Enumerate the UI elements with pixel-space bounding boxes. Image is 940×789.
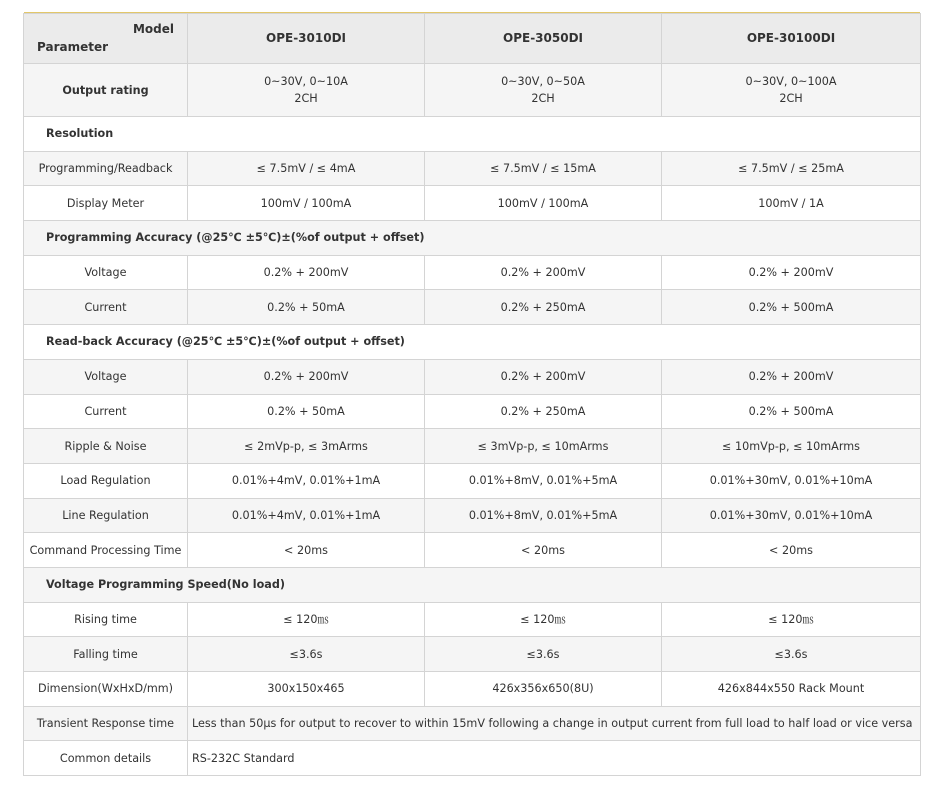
cell-value: ≤ 7.5mV / ≤ 4mA xyxy=(188,151,425,186)
cell-value: ≤ 120㎳ xyxy=(662,602,921,637)
row-label: Voltage xyxy=(24,359,188,394)
cell-value: ≤ 2mVp-p, ≤ 3mArms xyxy=(188,429,425,464)
row-label: Load Regulation xyxy=(24,463,188,498)
cell-value: 0.2% + 250mA xyxy=(425,290,662,325)
cell-value: 0.01%+30mV, 0.01%+10mA xyxy=(662,463,921,498)
cell-value: 0~30V, 0~10A 2CH xyxy=(188,64,425,117)
cell-value: ≤3.6s xyxy=(662,637,921,672)
cell-value: 0.01%+8mV, 0.01%+5mA xyxy=(425,463,662,498)
cell-value: 0.01%+30mV, 0.01%+10mA xyxy=(662,498,921,533)
row-label: Line Regulation xyxy=(24,498,188,533)
cell-value: 0.01%+4mV, 0.01%+1mA xyxy=(188,463,425,498)
cell-value: ≤ 10mVp-p, ≤ 10mArms xyxy=(662,429,921,464)
cell-value: 0.2% + 200mV xyxy=(188,255,425,290)
cell-value: 0.2% + 250mA xyxy=(425,394,662,429)
row-label: Rising time xyxy=(24,602,188,637)
table-row xyxy=(24,255,921,290)
cell-value: ≤ 120㎳ xyxy=(188,602,425,637)
table-row xyxy=(24,186,921,221)
parameter-heading: Parameter xyxy=(37,40,109,54)
row-label: Current xyxy=(24,290,188,325)
cell-value: 0.2% + 500mA xyxy=(662,290,921,325)
cell-value: < 20ms xyxy=(425,533,662,568)
section-title: Programming Accuracy (@25℃ ±5℃)±(%of output + offset) xyxy=(24,221,921,256)
row-label: Voltage xyxy=(24,255,188,290)
cell-value: 100mV / 1A xyxy=(662,186,921,221)
table-row xyxy=(24,64,921,117)
row-label: Falling time xyxy=(24,637,188,672)
row-label: Common details xyxy=(24,741,188,776)
row-label: Output rating xyxy=(24,64,188,117)
cell-value: 0~30V, 0~100A 2CH xyxy=(662,64,921,117)
cell-value: 300x150x465 xyxy=(188,672,425,707)
row-label: Programming/Readback xyxy=(24,151,188,186)
cell-value: 0.2% + 50mA xyxy=(188,394,425,429)
header-row xyxy=(24,14,921,64)
spec-table xyxy=(23,13,921,776)
row-label: Ripple & Noise xyxy=(24,429,188,464)
table-row xyxy=(24,706,921,741)
cell-value: < 20ms xyxy=(188,533,425,568)
section-row xyxy=(24,325,921,360)
model-name: OPE-3010DI xyxy=(188,14,425,64)
row-label: Command Processing Time xyxy=(24,533,188,568)
corner-cell xyxy=(24,14,188,64)
cell-value: ≤3.6s xyxy=(188,637,425,672)
section-title: Read-back Accuracy (@25℃ ±5℃)±(%of output + offset) xyxy=(24,325,921,360)
table-row xyxy=(24,602,921,637)
cell-value: 426x844x550 Rack Mount xyxy=(662,672,921,707)
cell-value: ≤ 3mVp-p, ≤ 10mArms xyxy=(425,429,662,464)
cell-value: ≤ 120㎳ xyxy=(425,602,662,637)
table-row xyxy=(24,394,921,429)
table-row xyxy=(24,533,921,568)
table-row xyxy=(24,359,921,394)
cell-value: 0.2% + 200mV xyxy=(425,255,662,290)
cell-value: 0.2% + 50mA xyxy=(188,290,425,325)
table-row xyxy=(24,290,921,325)
section-row xyxy=(24,221,921,256)
section-row xyxy=(24,567,921,602)
table-row xyxy=(24,637,921,672)
row-label: Dimension(WxHxD/mm) xyxy=(24,672,188,707)
table-row xyxy=(24,672,921,707)
row-label: Display Meter xyxy=(24,186,188,221)
cell-value: ≤3.6s xyxy=(425,637,662,672)
section-title: Voltage Programming Speed(No load) xyxy=(24,567,921,602)
cell-value: 0.2% + 500mA xyxy=(662,394,921,429)
table-row xyxy=(24,498,921,533)
table-row xyxy=(24,151,921,186)
cell-value: 426x356x650(8U) xyxy=(425,672,662,707)
cell-value: 0.2% + 200mV xyxy=(425,359,662,394)
table-row xyxy=(24,463,921,498)
cell-value: 0.01%+4mV, 0.01%+1mA xyxy=(188,498,425,533)
model-heading: Model xyxy=(132,22,174,36)
table-row xyxy=(24,429,921,464)
cell-value: 100mV / 100mA xyxy=(425,186,662,221)
row-label: Transient Response time xyxy=(24,706,188,741)
model-name: OPE-30100DI xyxy=(662,14,921,64)
cell-value: ≤ 7.5mV / ≤ 15mA xyxy=(425,151,662,186)
section-title: Resolution xyxy=(24,117,921,152)
model-name: OPE-3050DI xyxy=(425,14,662,64)
cell-value: RS-232C Standard xyxy=(188,741,921,776)
cell-value: 0.2% + 200mV xyxy=(662,255,921,290)
cell-value: 0.01%+8mV, 0.01%+5mA xyxy=(425,498,662,533)
cell-value: 0~30V, 0~50A 2CH xyxy=(425,64,662,117)
cell-value: < 20ms xyxy=(662,533,921,568)
cell-value: ≤ 7.5mV / ≤ 25mA xyxy=(662,151,921,186)
cell-value: Less than 50μs for output to recover to within 15mV following a change in output current from full load to half load or vice versa xyxy=(188,706,921,741)
cell-value: 0.2% + 200mV xyxy=(188,359,425,394)
row-label: Current xyxy=(24,394,188,429)
cell-value: 0.2% + 200mV xyxy=(662,359,921,394)
cell-value: 100mV / 100mA xyxy=(188,186,425,221)
section-row xyxy=(24,117,921,152)
table-row xyxy=(24,741,921,776)
